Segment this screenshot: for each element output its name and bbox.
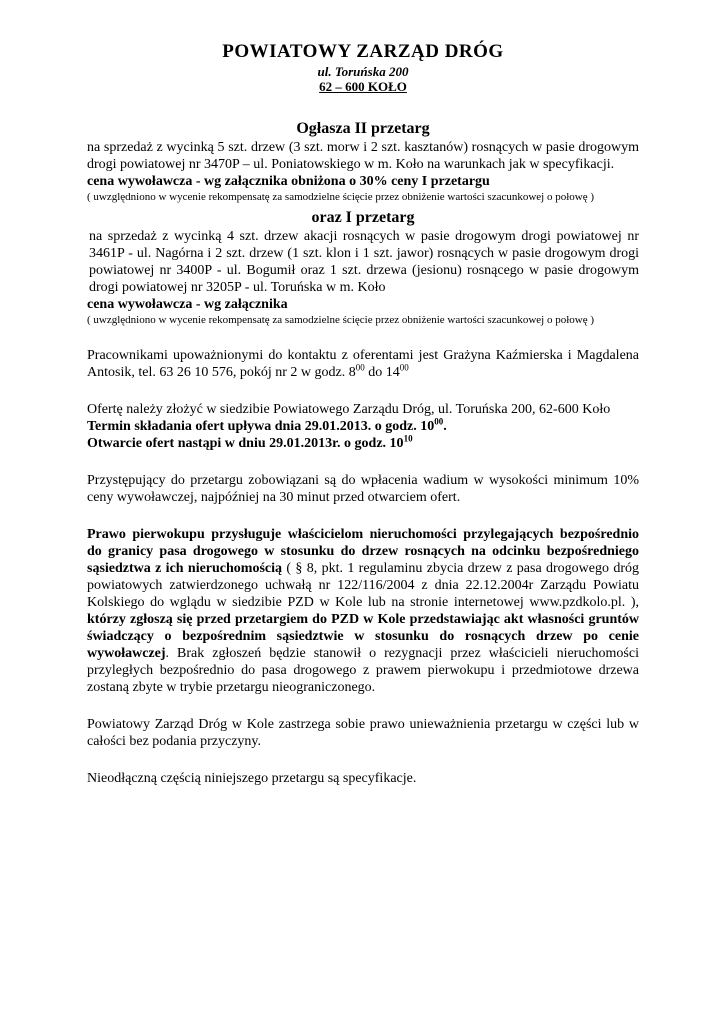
contact-hour-end-sup: 00	[399, 362, 409, 373]
section2-note: ( uwzględniono w wycenie rekompensatę za samodzielne ścięcie przez obniżenie wartości szacunkowej o połowę )	[87, 314, 595, 326]
section1-note: ( uwzględniono w wycenie rekompensatę za samodzielne ścięcie przez obniżenie wartości szacunkowej o połowę )	[87, 191, 595, 203]
document-page	[87, 40, 639, 787]
section1-price: cena wywoławcza - wg załącznika obniżona o 30% ceny I przetargu	[87, 174, 490, 189]
offer-deadline-text: Termin składania ofert upływa dnia 29.01.2013. o godz. 10	[87, 419, 435, 434]
offer-opening-sup: 10	[403, 433, 413, 444]
deposit-paragraph: Przystępujący do przetargu zobowiązani są do wpłacenia wadium w wysokości minimum 10% ceny wywoławczej, najpóźniej na 30 minut przed otwarciem ofert.	[87, 473, 639, 505]
section2-title: oraz I przetarg	[311, 209, 415, 226]
offer-deadline-sup: 00	[434, 416, 444, 427]
preemption-normal-1: ( § 8, pkt. 1 regulaminu zbycia drzew z pasa drogowego dróg powiatowych zatwierdzonego uchwałą nr 122/116/2004 z dnia 22.12.2004r Zarządu Powiatu Kolskiego do wglądu w siedzibie PZD w Kole lub na stronie internetowej www.pzdkolo.pl. ),	[87, 561, 639, 610]
offer-opening	[87, 435, 639, 452]
preemption-paragraph	[87, 526, 639, 696]
contact-hour-start-sup: 00	[355, 362, 365, 373]
section1-title: Ogłasza II przetarg	[296, 120, 430, 137]
offer-opening-text: Otwarcie ofert nastąpi w dniu 29.01.2013r. o godz. 10	[87, 436, 404, 451]
section2-body: na sprzedaż z wycinką 4 szt. drzew akacji rosnących w pasie drogowym drogi powiatowej nr 3461P - ul. Nagórna i 2 szt. drzew (1 szt. klon i 1 szt. jawor) rosnących w pasie drogowym drogi powiatowej nr 3400P - ul. Bogumił oraz 1 szt. drzewa (jesionu) rosnącego w pasie drogowym drogi powiatowej nr 3205P - ul. Toruńska w m. Koło	[89, 229, 639, 295]
contact-text: Pracownikami upoważnionymi do kontaktu z oferentami jest Grażyna Kaźmierska i Magdalena Antosik, tel. 63 26 10 576, pokój nr 2 w godz. 8	[87, 348, 639, 380]
header-title: POWIATOWY ZARZĄD DRÓG	[222, 41, 504, 62]
preemption-normal-2: . Brak zgłoszeń będzie stanowił o rezygnacji przez właścicieli nieruchomości przyległych bezpośrednio do pasa drogowego z prawem pierwokupu i przedmiotowe drzewa zostaną zbyte w trybie przetargu nieograniczonego.	[87, 646, 639, 695]
reservation-paragraph: Powiatowy Zarząd Dróg w Kole zastrzega sobie prawo unieważnienia przetargu w części lub w całości bez podania przyczyny.	[87, 717, 639, 749]
header-address: ul. Toruńska 200	[317, 64, 409, 79]
offer-deadline-end: .	[443, 419, 447, 434]
offer-deadline	[87, 418, 639, 435]
section2-price: cena wywoławcza - wg załącznika	[87, 297, 288, 312]
header-city: 62 – 600 KOŁO	[319, 79, 407, 94]
contact-mid: do 14	[364, 365, 400, 380]
offer-location: Ofertę należy złożyć w siedzibie Powiatowego Zarządu Dróg, ul. Toruńska 200, 62-600 Koło	[87, 402, 611, 417]
section1-body: na sprzedaż z wycinką 5 szt. drzew (3 szt. morw i 2 szt. kasztanów) rosnących w pasie drogowym drogi powiatowej nr 3470P – ul. Poniatowskiego w m. Koło na warunkach jak w specyfikacji.	[87, 140, 639, 172]
preemption-bold-2: którzy zgłoszą się przed przetargiem do PZD w Kole przedstawiając akt własności gruntów świadczący o bezpośrednim sąsiedztwie w stosunku do rosnących drzew po cenie wywoławczej	[87, 612, 639, 661]
closing-paragraph: Nieodłączną częścią niniejszego przetargu są specyfikacje.	[87, 771, 417, 786]
preemption-bold-1: Prawo pierwokupu przysługuje właścicielom nieruchomości przylegających bezpośrednio do granicy pasa drogowego w stosunku do drzew rosnących na odcinku bezpośredniego sąsiedztwa z ich nieruchomością	[87, 527, 639, 576]
contact-paragraph	[87, 347, 639, 381]
